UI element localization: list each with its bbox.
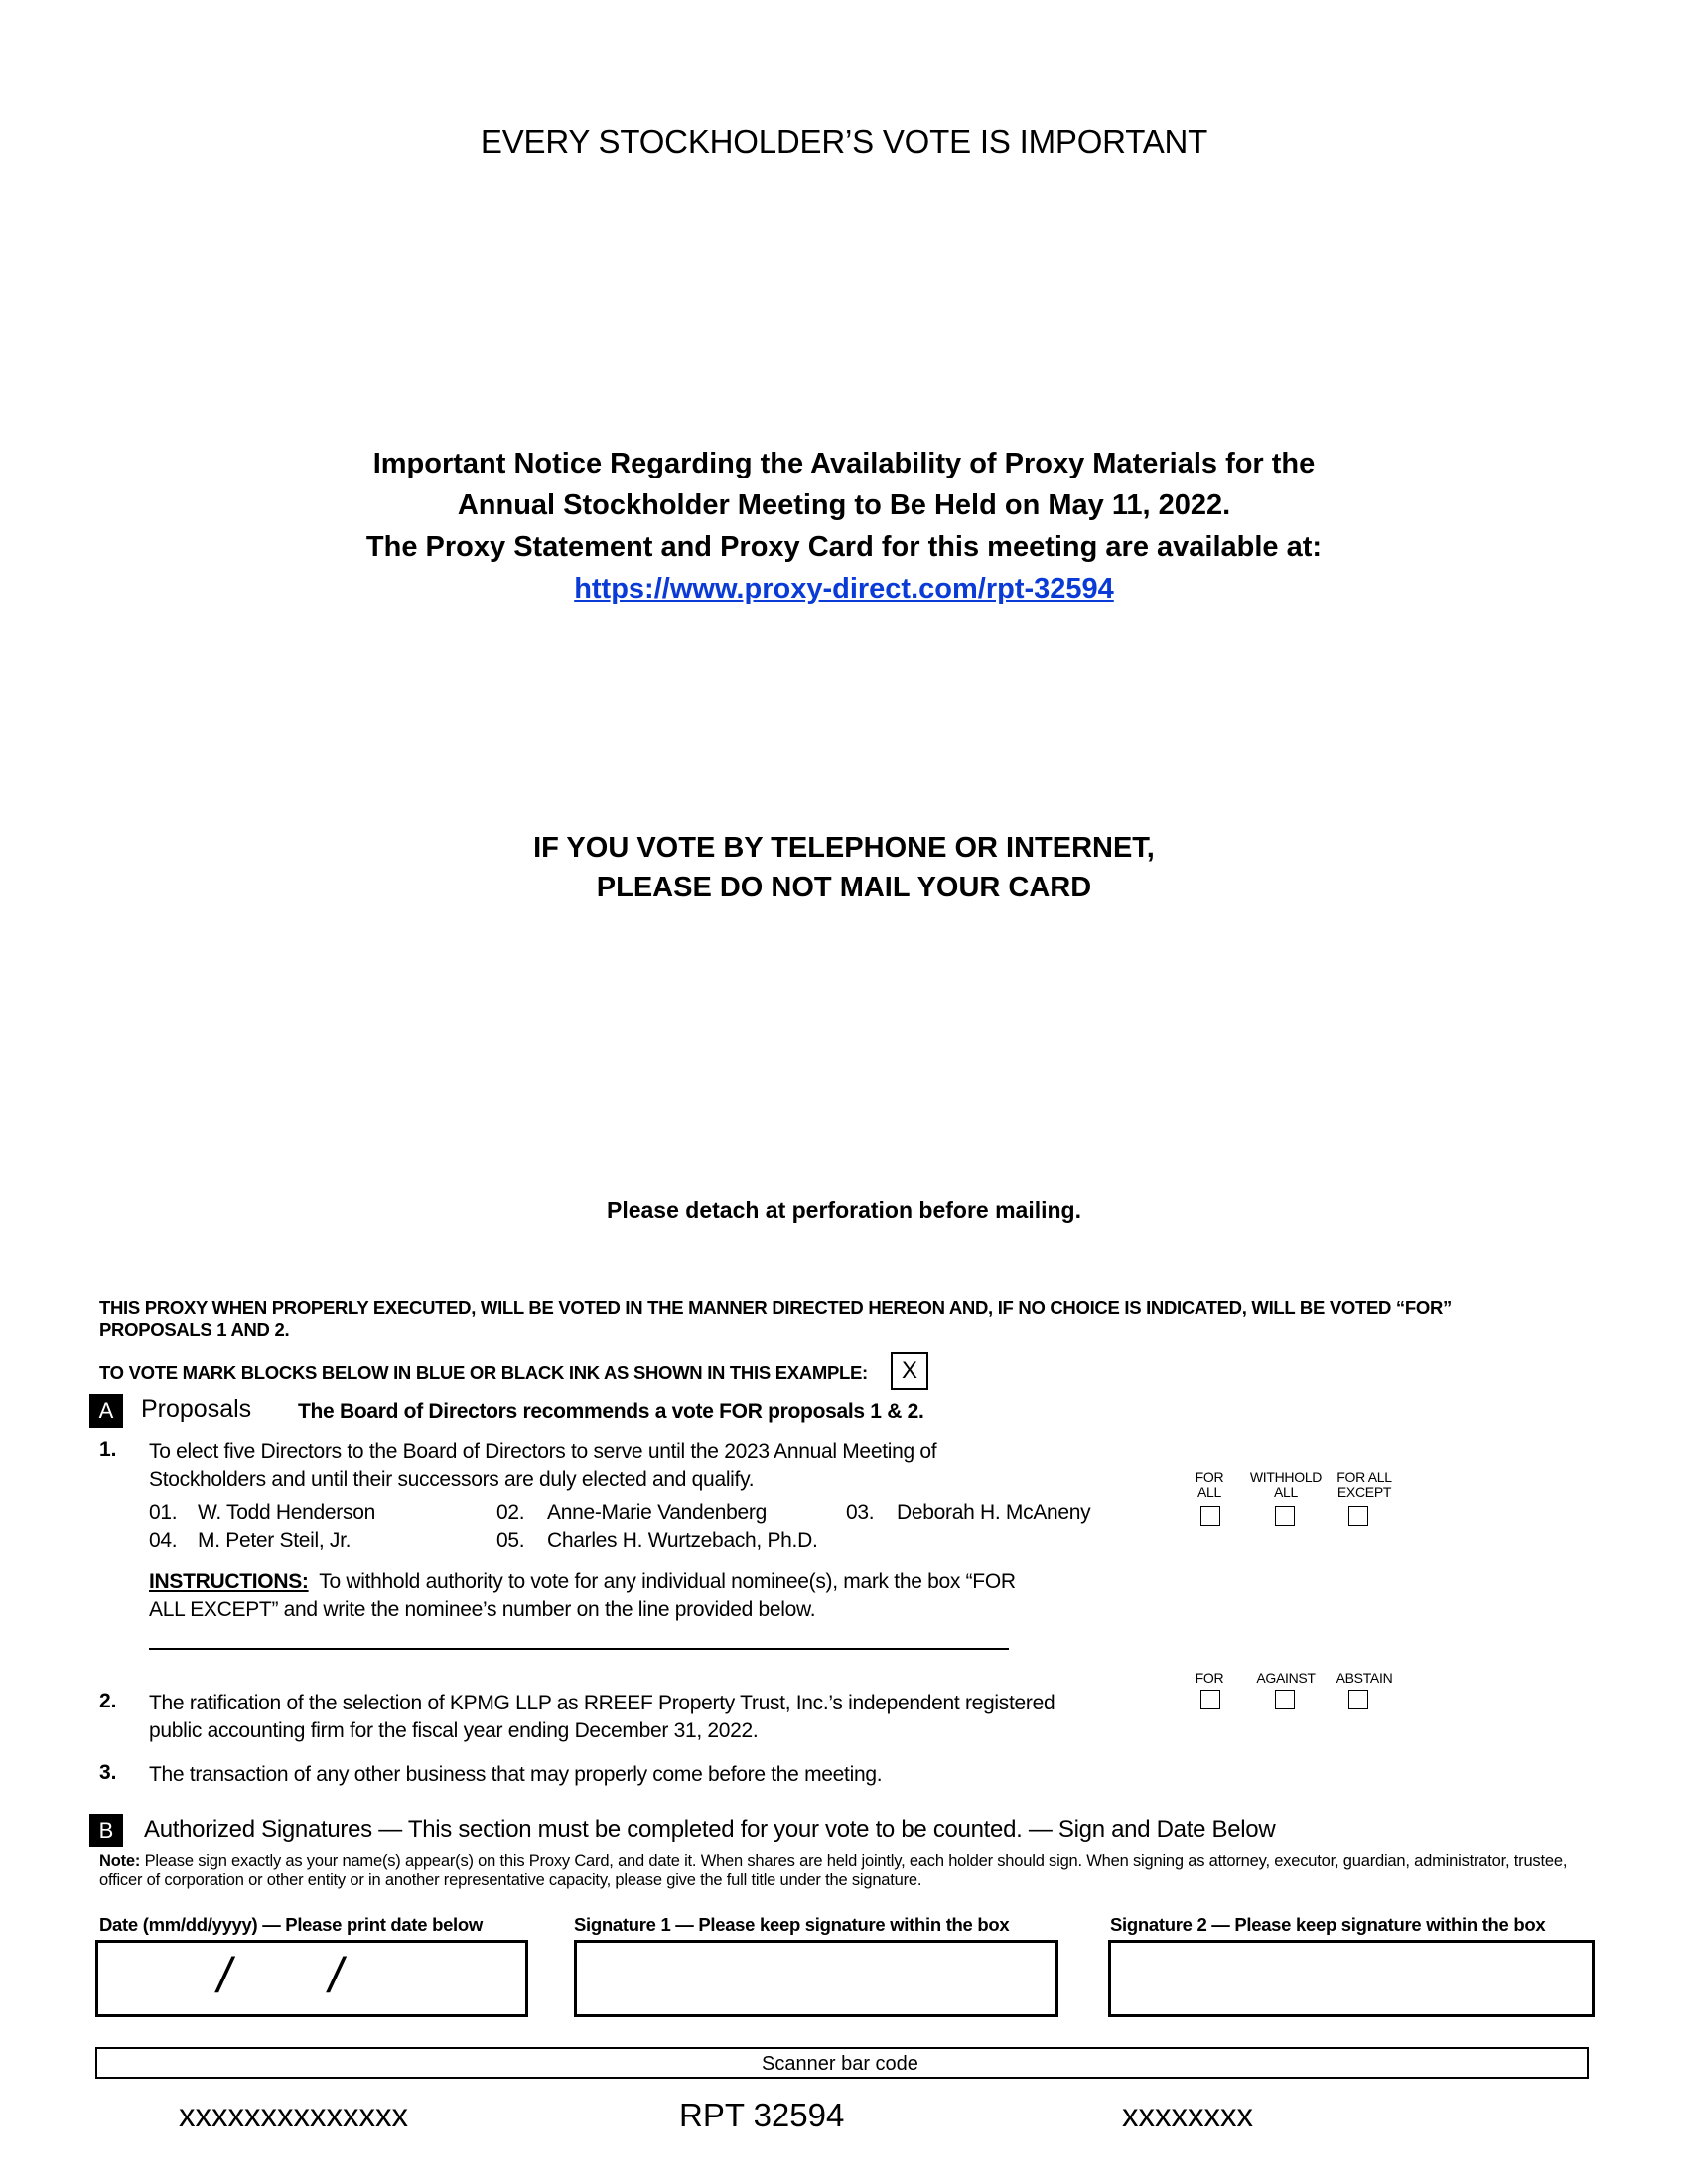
- col-header-for-all: FOR ALL: [1195, 1469, 1224, 1500]
- proposal-3-number: 3.: [99, 1761, 117, 1784]
- proposal-1-text: To elect five Directors to the Board of Directors to serve until the 2023 Annual Meeting of Stockholders and until their successors are duly elected and qualify.: [149, 1440, 937, 1491]
- signature-2-box[interactable]: [1108, 1940, 1595, 2017]
- note-label: Note:: [99, 1852, 141, 1870]
- signature-1-label: Signature 1 — Please keep signature within the box: [574, 1914, 1010, 1935]
- telephone-line-2: PLEASE DO NOT MAIL YOUR CARD: [596, 872, 1092, 903]
- detach-instruction: Please detach at perforation before mailing.: [606, 1197, 1081, 1223]
- notice-line-1: Important Notice Regarding the Availability of Proxy Materials for the: [372, 448, 1316, 479]
- notice-line-3: The Proxy Statement and Proxy Card for this meeting are available at:: [365, 531, 1323, 563]
- section-b-badge: B: [89, 1814, 123, 1847]
- notice-line-2: Annual Stockholder Meeting to Be Held on May 11, 2022.: [457, 489, 1231, 521]
- checkbox-p2-against[interactable]: [1275, 1690, 1295, 1709]
- col-header-for: FOR: [1195, 1670, 1224, 1686]
- scanner-bar-code-label: Scanner bar code: [762, 2053, 918, 2075]
- proposal-2-number: 2.: [99, 1690, 117, 1712]
- proxy-materials-link[interactable]: https://www.proxy-direct.com/rpt-32594: [574, 573, 1114, 605]
- nominee-03-name: Deborah H. McAneny: [897, 1501, 1091, 1524]
- control-code-left: xxxxxxxxxxxxxx: [179, 2097, 408, 2133]
- example-mark-box: X: [891, 1352, 928, 1390]
- nominee-number-line[interactable]: [149, 1648, 1009, 1650]
- telephone-line-1: IF YOU VOTE BY TELEPHONE OR INTERNET,: [533, 832, 1155, 864]
- proposals-title: Proposals: [141, 1395, 252, 1423]
- section-a-badge: A: [89, 1394, 123, 1428]
- nominee-01-name: W. Todd Henderson: [198, 1501, 375, 1524]
- nominee-04-number: 04.: [149, 1529, 178, 1552]
- board-recommendation: The Board of Directors recommends a vote FOR proposals 1 & 2.: [298, 1400, 924, 1423]
- nominee-05-number: 05.: [496, 1529, 525, 1552]
- nominee-02-name: Anne-Marie Vandenberg: [547, 1501, 767, 1524]
- instructions-label: INSTRUCTIONS:: [149, 1570, 309, 1593]
- note-text: Please sign exactly as your name(s) appear(s) on this Proxy Card, and date it. When shares are held jointly, each holder should sign. When signing as attorney, executor, guardian, administrator, trustee, officer of corporation or other entity or in another representative capacity, please give the full title under the signature.: [99, 1852, 1568, 1889]
- col-header-abstain: ABSTAIN: [1336, 1670, 1393, 1686]
- date-input-box[interactable]: [95, 1940, 528, 2017]
- nominee-01-number: 01.: [149, 1501, 178, 1524]
- nominee-04-name: M. Peter Steil, Jr.: [198, 1529, 352, 1552]
- proxy-execution-statement: THIS PROXY WHEN PROPERLY EXECUTED, WILL BE VOTED IN THE MANNER DIRECTED HEREON AND, IF NO CHOICE IS INDICATED, WILL BE VOTED “FOR” PROPOSALS 1 AND 2.: [99, 1297, 1452, 1340]
- date-slash-1: /: [217, 1948, 231, 2003]
- example-instruction: TO VOTE MARK BLOCKS BELOW IN BLUE OR BLACK INK AS SHOWN IN THIS EXAMPLE:: [99, 1362, 868, 1383]
- signature-1-box[interactable]: [574, 1940, 1058, 2017]
- proposal-3-text: The transaction of any other business that may properly come before the meeting.: [149, 1763, 883, 1786]
- signature-note: [99, 1852, 1589, 1890]
- col-header-withhold-all: WITHHOLD ALL: [1249, 1469, 1323, 1500]
- nominee-03-number: 03.: [846, 1501, 875, 1524]
- instructions-text: To withhold authority to vote for any individual nominee(s), mark the box “FOR ALL EXCEPT” and write the nominee’s number on the line provided below.: [149, 1570, 1016, 1621]
- withhold-instructions: [149, 1569, 1043, 1624]
- nominee-02-number: 02.: [496, 1501, 525, 1524]
- checkbox-p1-for-all[interactable]: [1200, 1506, 1220, 1526]
- proposal-1-number: 1.: [99, 1438, 117, 1461]
- col-header-for-all-except: FOR ALL EXCEPT: [1336, 1469, 1392, 1500]
- col-header-against: AGAINST: [1256, 1670, 1316, 1686]
- checkbox-p1-withhold-all[interactable]: [1275, 1506, 1295, 1526]
- signature-2-label: Signature 2 — Please keep signature within the box: [1110, 1914, 1546, 1935]
- date-label: Date (mm/dd/yyyy) — Please print date below: [99, 1914, 483, 1935]
- checkbox-p1-for-all-except[interactable]: [1348, 1506, 1368, 1526]
- page-title: EVERY STOCKHOLDER’S VOTE IS IMPORTANT: [480, 123, 1208, 160]
- proposal-2-text: The ratification of the selection of KPMG LLP as RREEF Property Trust, Inc.’s independent registered public accounting firm for the fiscal year ending December 31, 2022.: [149, 1692, 1055, 1742]
- checkbox-p2-abstain[interactable]: [1348, 1690, 1368, 1709]
- telephone-notice: [0, 828, 1688, 907]
- date-slash-2: /: [329, 1948, 343, 2003]
- availability-notice: [0, 443, 1688, 610]
- control-code-right: xxxxxxxx: [1122, 2097, 1253, 2133]
- checkbox-p2-for[interactable]: [1200, 1690, 1220, 1709]
- signatures-title: Authorized Signatures — This section must be completed for your vote to be counted. — Sign and Date Below: [144, 1816, 1276, 1843]
- control-code-center: RPT 32594: [679, 2097, 845, 2133]
- nominee-05-name: Charles H. Wurtzebach, Ph.D.: [547, 1529, 818, 1552]
